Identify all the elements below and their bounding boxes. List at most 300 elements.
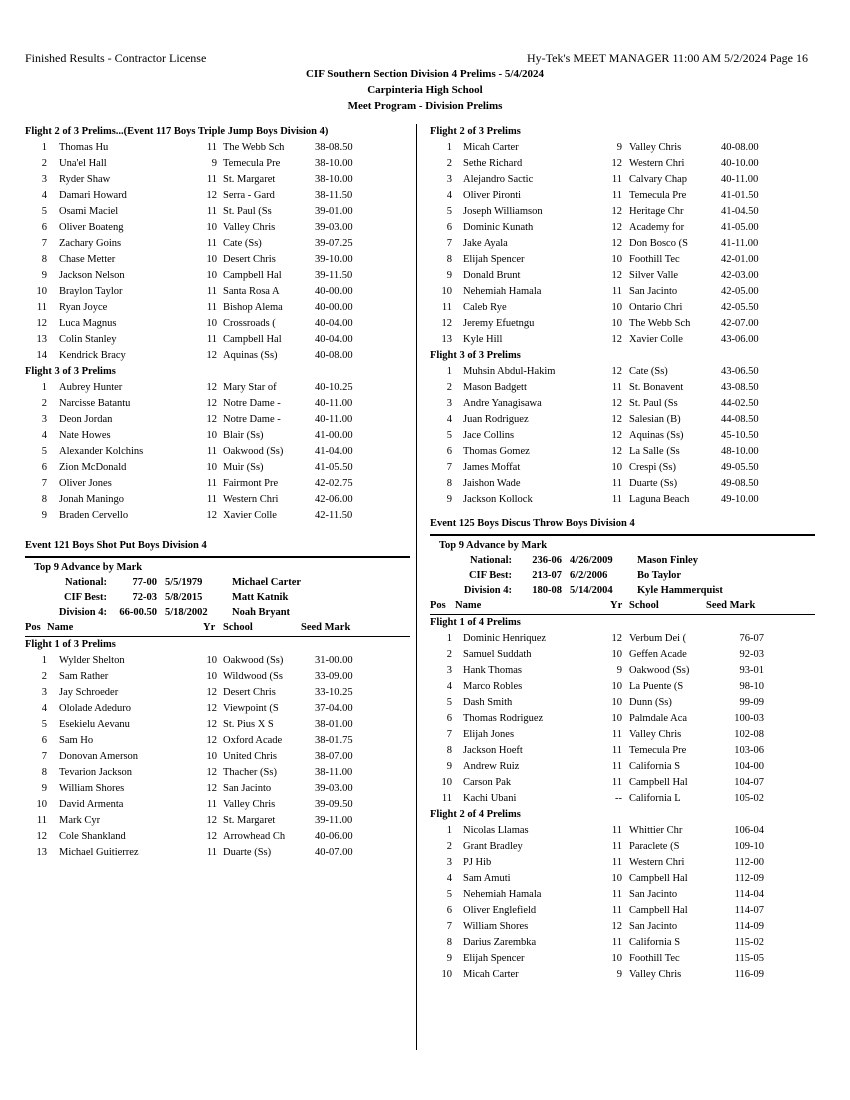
result-row bbox=[25, 845, 410, 861]
year: 12 bbox=[611, 414, 622, 425]
seed-mark: 49-05.50 bbox=[721, 462, 759, 473]
result-row bbox=[25, 797, 410, 813]
seed-mark: 114-04 bbox=[734, 889, 764, 900]
seed-mark: 41-04.50 bbox=[721, 206, 759, 217]
place: 2 bbox=[446, 649, 452, 660]
place: 3 bbox=[446, 398, 452, 409]
record-date: 4/26/2009 bbox=[570, 555, 613, 566]
result-row bbox=[25, 476, 410, 492]
year: 11 bbox=[206, 174, 217, 185]
year: 12 bbox=[611, 206, 622, 217]
place: 2 bbox=[446, 382, 452, 393]
seed-mark: 40-08.00 bbox=[721, 142, 759, 153]
result-row bbox=[430, 775, 815, 791]
place: 2 bbox=[41, 671, 47, 682]
place: 2 bbox=[41, 398, 47, 409]
shot-put-event-heading: Event 121 Boys Shot Put Boys Division 4 bbox=[25, 540, 207, 551]
year: 11 bbox=[611, 857, 622, 868]
place: 5 bbox=[41, 719, 47, 730]
year: 12 bbox=[206, 382, 217, 393]
school: Temecula Pre bbox=[629, 745, 687, 756]
year: 12 bbox=[611, 270, 622, 281]
result-row bbox=[430, 743, 815, 759]
record-line bbox=[430, 583, 815, 598]
school: Muir (Ss) bbox=[223, 462, 264, 473]
year: 11 bbox=[611, 494, 622, 505]
place: 7 bbox=[446, 921, 452, 932]
athlete-name: Joseph Williamson bbox=[463, 206, 543, 217]
col-name: Name bbox=[455, 600, 482, 611]
seed-mark: 40-11.00 bbox=[721, 174, 759, 185]
athlete-name: Ryder Shaw bbox=[59, 174, 111, 185]
col-school: School bbox=[223, 622, 253, 633]
year: 10 bbox=[611, 873, 622, 884]
year: 9 bbox=[211, 158, 217, 169]
school: Fairmont Pre bbox=[223, 478, 279, 489]
place: 5 bbox=[41, 206, 47, 217]
year: 11 bbox=[206, 302, 217, 313]
seed-mark: 105-02 bbox=[734, 793, 764, 804]
discus-flight-2-heading: Flight 2 of 4 Prelims bbox=[430, 809, 521, 820]
year: 10 bbox=[611, 681, 622, 692]
record-line bbox=[25, 590, 410, 605]
seed-mark: 41-04.00 bbox=[315, 446, 353, 457]
year: 11 bbox=[206, 478, 217, 489]
result-row bbox=[430, 428, 815, 444]
seed-mark: 99-09 bbox=[739, 697, 764, 708]
seed-mark: 40-07.00 bbox=[315, 847, 353, 858]
year: 12 bbox=[611, 158, 622, 169]
year: 11 bbox=[206, 446, 217, 457]
place: 8 bbox=[446, 478, 452, 489]
result-row bbox=[25, 733, 410, 749]
year: 12 bbox=[206, 510, 217, 521]
athlete-name: Mark Cyr bbox=[59, 815, 101, 826]
result-row bbox=[25, 460, 410, 476]
school: Blair (Ss) bbox=[223, 430, 264, 441]
school: United Chris bbox=[223, 751, 277, 762]
year: 12 bbox=[206, 783, 217, 794]
year: 11 bbox=[611, 777, 622, 788]
seed-mark: 42-05.00 bbox=[721, 286, 759, 297]
result-row bbox=[25, 380, 410, 396]
triple-jump-flight-2-heading: Flight 2 of 3 Prelims...(Event 117 Boys Triple Jump Boys Division 4) bbox=[25, 126, 329, 137]
place: 11 bbox=[36, 302, 47, 313]
school: Bishop Alema bbox=[223, 302, 283, 313]
shot-put-flight-3-rows bbox=[430, 364, 815, 508]
result-row bbox=[25, 268, 410, 284]
record-line bbox=[25, 575, 410, 590]
year: 11 bbox=[206, 286, 217, 297]
year: 10 bbox=[611, 254, 622, 265]
result-row bbox=[25, 508, 410, 524]
athlete-name: Thomas Rodriguez bbox=[463, 713, 544, 724]
place: 7 bbox=[41, 238, 47, 249]
athlete-name: Oliver Boateng bbox=[59, 222, 124, 233]
seed-mark: 37-04.00 bbox=[315, 703, 353, 714]
record-holder: Kyle Hammerquist bbox=[637, 585, 723, 596]
result-row bbox=[25, 316, 410, 332]
column-divider bbox=[416, 124, 417, 1050]
result-row bbox=[430, 903, 815, 919]
year: 10 bbox=[611, 318, 622, 329]
athlete-name: Jackson Kollock bbox=[463, 494, 533, 505]
record-mark: 77-00 bbox=[132, 577, 157, 588]
triple-jump-flight-3-rows bbox=[25, 380, 410, 524]
seed-mark: 104-00 bbox=[734, 761, 764, 772]
place: 2 bbox=[446, 841, 452, 852]
year: 11 bbox=[611, 889, 622, 900]
seed-mark: 38-01.00 bbox=[315, 719, 353, 730]
place: 1 bbox=[41, 655, 47, 666]
athlete-name: Nehemiah Hamala bbox=[463, 286, 542, 297]
place: 9 bbox=[41, 270, 47, 281]
athlete-name: Zion McDonald bbox=[59, 462, 127, 473]
school: Wildwood (Ss bbox=[223, 671, 283, 682]
seed-mark: 39-01.00 bbox=[315, 206, 353, 217]
record-date: 5/5/1979 bbox=[165, 577, 203, 588]
athlete-name: Tevarion Jackson bbox=[59, 767, 133, 778]
school: Valley Chris bbox=[629, 142, 682, 153]
athlete-name: Elijah Jones bbox=[463, 729, 515, 740]
year: 12 bbox=[611, 398, 622, 409]
place: 3 bbox=[446, 857, 452, 868]
year: 11 bbox=[206, 494, 217, 505]
school: Notre Dame - bbox=[223, 398, 281, 409]
discus-records bbox=[430, 553, 815, 598]
year: 10 bbox=[206, 318, 217, 329]
col-yr: Yr bbox=[203, 622, 216, 633]
shot-put-column-header bbox=[25, 620, 410, 636]
record-date: 5/8/2015 bbox=[165, 592, 203, 603]
result-row bbox=[430, 695, 815, 711]
meet-venue: Carpinteria High School bbox=[367, 84, 483, 96]
place: 7 bbox=[41, 478, 47, 489]
school: La Puente (S bbox=[629, 681, 684, 692]
year: 12 bbox=[611, 366, 622, 377]
record-line bbox=[25, 605, 410, 620]
place: 8 bbox=[446, 254, 452, 265]
result-row bbox=[25, 300, 410, 316]
shot-put-advance: Top 9 Advance by Mark bbox=[34, 562, 143, 573]
result-row bbox=[430, 220, 815, 236]
school: Oxford Acade bbox=[223, 735, 283, 746]
year: 11 bbox=[611, 825, 622, 836]
seed-mark: 93-01 bbox=[739, 665, 764, 676]
seed-mark: 38-11.50 bbox=[315, 190, 353, 201]
discus-rule bbox=[430, 534, 815, 536]
year: 12 bbox=[206, 687, 217, 698]
year: 12 bbox=[206, 767, 217, 778]
year: 11 bbox=[611, 286, 622, 297]
athlete-name: Andre Yanagisawa bbox=[463, 398, 542, 409]
school: Campbell Hal bbox=[223, 270, 282, 281]
seed-mark: 38-10.00 bbox=[315, 158, 353, 169]
place: 7 bbox=[41, 751, 47, 762]
year: 10 bbox=[206, 430, 217, 441]
year: 11 bbox=[206, 799, 217, 810]
place: 11 bbox=[441, 793, 452, 804]
school: Ontario Chri bbox=[629, 302, 683, 313]
year: 12 bbox=[206, 414, 217, 425]
place: 8 bbox=[41, 494, 47, 505]
athlete-name: Juan Rodriguez bbox=[463, 414, 529, 425]
result-row bbox=[25, 444, 410, 460]
seed-mark: 76-07 bbox=[739, 633, 764, 644]
seed-mark: 115-05 bbox=[734, 953, 764, 964]
seed-mark: 42-03.00 bbox=[721, 270, 759, 281]
place: 5 bbox=[446, 206, 452, 217]
year: 11 bbox=[206, 847, 217, 858]
seed-mark: 104-07 bbox=[734, 777, 764, 788]
school: Cate (Ss) bbox=[223, 238, 262, 249]
athlete-name: Aubrey Hunter bbox=[59, 382, 123, 393]
seed-mark: 43-06.00 bbox=[721, 334, 759, 345]
result-row bbox=[430, 268, 815, 284]
athlete-name: Colin Stanley bbox=[59, 334, 117, 345]
year: -- bbox=[615, 793, 622, 804]
result-row bbox=[25, 813, 410, 829]
place: 4 bbox=[41, 190, 47, 201]
athlete-name: Donald Brunt bbox=[463, 270, 521, 281]
result-row bbox=[430, 871, 815, 887]
place: 6 bbox=[446, 222, 452, 233]
school: Temecula Pre bbox=[629, 190, 687, 201]
year: 12 bbox=[206, 703, 217, 714]
result-row bbox=[430, 759, 815, 775]
year: 10 bbox=[206, 254, 217, 265]
athlete-name: Carson Pak bbox=[463, 777, 512, 788]
place: 6 bbox=[41, 735, 47, 746]
record-label: Division 4: bbox=[463, 585, 512, 596]
shot-put-records bbox=[25, 575, 410, 620]
athlete-name: Esekielu Aevanu bbox=[59, 719, 130, 730]
athlete-name: Jace Collins bbox=[463, 430, 515, 441]
record-holder: Mason Finley bbox=[637, 555, 698, 566]
athlete-name: Hank Thomas bbox=[463, 665, 523, 676]
school: Aquinas (Ss) bbox=[223, 350, 278, 361]
place: 13 bbox=[36, 334, 47, 345]
school: St. Margaret bbox=[223, 174, 276, 185]
place: 3 bbox=[41, 414, 47, 425]
place: 9 bbox=[41, 510, 47, 521]
shot-put-flight-3-heading: Flight 3 of 3 Prelims bbox=[430, 350, 521, 361]
athlete-name: Alejandro Sactic bbox=[463, 174, 534, 185]
school: Campbell Hal bbox=[629, 873, 688, 884]
place: 7 bbox=[446, 238, 452, 249]
athlete-name: Dominic Henriquez bbox=[463, 633, 547, 644]
school: Foothill Tec bbox=[629, 254, 680, 265]
result-row bbox=[430, 380, 815, 396]
record-date: 5/14/2004 bbox=[570, 585, 613, 596]
year: 11 bbox=[611, 905, 622, 916]
school: Campbell Hal bbox=[223, 334, 282, 345]
athlete-name: Narcisse Batantu bbox=[59, 398, 131, 409]
shot-put-flight-1-heading: Flight 1 of 3 Prelims bbox=[25, 639, 116, 650]
result-row bbox=[430, 140, 815, 156]
year: 12 bbox=[206, 350, 217, 361]
year: 11 bbox=[611, 174, 622, 185]
record-date: 6/2/2006 bbox=[570, 570, 608, 581]
athlete-name: Thomas Hu bbox=[59, 142, 109, 153]
school: St. Paul (Ss bbox=[223, 206, 272, 217]
seed-mark: 38-10.00 bbox=[315, 174, 353, 185]
athlete-name: Elijah Spencer bbox=[463, 254, 525, 265]
seed-mark: 42-11.50 bbox=[315, 510, 353, 521]
place: 5 bbox=[41, 446, 47, 457]
discus-flight-2-rows bbox=[430, 823, 815, 983]
place: 9 bbox=[446, 270, 452, 281]
seed-mark: 102-08 bbox=[734, 729, 764, 740]
place: 1 bbox=[41, 382, 47, 393]
result-row bbox=[430, 919, 815, 935]
seed-mark: 49-10.00 bbox=[721, 494, 759, 505]
shot-put-flight-2-heading: Flight 2 of 3 Prelims bbox=[430, 126, 521, 137]
year: 12 bbox=[611, 334, 622, 345]
result-row bbox=[25, 236, 410, 252]
seed-mark: 38-01.75 bbox=[315, 735, 353, 746]
col-school: School bbox=[629, 600, 659, 611]
seed-mark: 33-10.25 bbox=[315, 687, 353, 698]
year: 10 bbox=[206, 462, 217, 473]
header-right: Hy-Tek's MEET MANAGER 11:00 AM 5/2/2024 Page 16 bbox=[527, 51, 808, 65]
school: California L bbox=[629, 793, 681, 804]
athlete-name: James Moffat bbox=[463, 462, 521, 473]
athlete-name: Thomas Gomez bbox=[463, 446, 530, 457]
result-row bbox=[25, 172, 410, 188]
year: 12 bbox=[206, 815, 217, 826]
seed-mark: 103-06 bbox=[734, 745, 764, 756]
school: Silver Valle bbox=[629, 270, 679, 281]
seed-mark: 39-11.00 bbox=[315, 815, 353, 826]
shot-put-flight-2-rows bbox=[430, 140, 815, 348]
athlete-name: Marco Robles bbox=[463, 681, 523, 692]
result-row bbox=[430, 727, 815, 743]
result-row bbox=[25, 412, 410, 428]
result-row bbox=[25, 749, 410, 765]
record-line bbox=[430, 553, 815, 568]
school: Salesian (B) bbox=[629, 414, 681, 425]
school: Notre Dame - bbox=[223, 414, 281, 425]
athlete-name: Oliver Pironti bbox=[463, 190, 522, 201]
athlete-name: Donovan Amerson bbox=[59, 751, 139, 762]
school: Don Bosco (S bbox=[629, 238, 688, 249]
result-row bbox=[430, 172, 815, 188]
col-pos: Pos bbox=[430, 600, 446, 611]
result-row bbox=[430, 492, 815, 508]
place: 6 bbox=[446, 446, 452, 457]
school: Valley Chris bbox=[629, 729, 682, 740]
athlete-name: Ololade Adeduro bbox=[59, 703, 132, 714]
place: 10 bbox=[441, 286, 452, 297]
meet-title: CIF Southern Section Division 4 Prelims - 5/4/2024 bbox=[305, 68, 545, 80]
result-row bbox=[430, 332, 815, 348]
school: St. Margaret bbox=[223, 815, 276, 826]
school: Whittier Chr bbox=[629, 825, 683, 836]
athlete-name: Luca Magnus bbox=[59, 318, 117, 329]
school: Calvary Chap bbox=[629, 174, 688, 185]
seed-mark: 42-02.75 bbox=[315, 478, 353, 489]
year: 11 bbox=[611, 745, 622, 756]
school: Palmdale Aca bbox=[629, 713, 688, 724]
record-label: CIF Best: bbox=[63, 592, 107, 603]
school: Thacher (Ss) bbox=[223, 767, 277, 778]
year: 12 bbox=[611, 430, 622, 441]
place: 4 bbox=[446, 681, 452, 692]
school: Crespi (Ss) bbox=[629, 462, 676, 473]
result-row bbox=[430, 679, 815, 695]
seed-mark: 114-07 bbox=[734, 905, 764, 916]
seed-mark: 41-11.00 bbox=[721, 238, 759, 249]
school: Arrowhead Ch bbox=[223, 831, 286, 842]
place: 3 bbox=[446, 174, 452, 185]
record-label: CIF Best: bbox=[468, 570, 512, 581]
result-row bbox=[430, 711, 815, 727]
school: Laguna Beach bbox=[629, 494, 690, 505]
result-row bbox=[25, 701, 410, 717]
school: Western Chri bbox=[223, 494, 279, 505]
year: 10 bbox=[206, 222, 217, 233]
record-holder: Bo Taylor bbox=[637, 570, 682, 581]
school: St. Pius X S bbox=[223, 719, 274, 730]
place: 4 bbox=[446, 190, 452, 201]
seed-mark: 39-09.50 bbox=[315, 799, 353, 810]
seed-mark: 40-00.00 bbox=[315, 302, 353, 313]
school: Crossroads ( bbox=[223, 318, 276, 329]
place: 3 bbox=[41, 687, 47, 698]
athlete-name: David Armenta bbox=[59, 799, 124, 810]
seed-mark: 48-10.00 bbox=[721, 446, 759, 457]
seed-mark: 40-04.00 bbox=[315, 334, 353, 345]
result-row bbox=[25, 140, 410, 156]
place: 5 bbox=[446, 889, 452, 900]
result-row bbox=[430, 156, 815, 172]
triple-jump-flight-2-rows bbox=[25, 140, 410, 364]
shot-put-rule bbox=[25, 556, 410, 558]
col-pos: Pos bbox=[25, 622, 41, 633]
place: 4 bbox=[41, 703, 47, 714]
seed-mark: 40-08.00 bbox=[315, 350, 353, 361]
athlete-name: Sam Rather bbox=[59, 671, 109, 682]
result-row bbox=[25, 332, 410, 348]
school: California S bbox=[629, 937, 681, 948]
place: 12 bbox=[36, 318, 47, 329]
seed-mark: 40-10.25 bbox=[315, 382, 353, 393]
year: 11 bbox=[611, 937, 622, 948]
athlete-name: Michael Guitierrez bbox=[59, 847, 139, 858]
result-row bbox=[25, 188, 410, 204]
seed-mark: 39-03.00 bbox=[315, 222, 353, 233]
athlete-name: Grant Bradley bbox=[463, 841, 523, 852]
result-row bbox=[430, 476, 815, 492]
year: 9 bbox=[616, 665, 622, 676]
school: Valley Chris bbox=[629, 969, 682, 980]
seed-mark: 43-06.50 bbox=[721, 366, 759, 377]
record-label: National: bbox=[65, 577, 107, 588]
seed-mark: 109-10 bbox=[734, 841, 764, 852]
shot-put-flight-1-rows bbox=[25, 653, 410, 861]
athlete-name: Oliver Englefield bbox=[463, 905, 537, 916]
col-seed-mark: Seed Mark bbox=[706, 600, 756, 611]
seed-mark: 106-04 bbox=[734, 825, 764, 836]
athlete-name: Cole Shankland bbox=[59, 831, 126, 842]
result-row bbox=[430, 791, 815, 807]
school: Paraclete (S bbox=[629, 841, 680, 852]
result-row bbox=[25, 781, 410, 797]
seed-mark: 49-08.50 bbox=[721, 478, 759, 489]
athlete-name: Micah Carter bbox=[463, 142, 519, 153]
athlete-name: Jeremy Efuetngu bbox=[463, 318, 535, 329]
